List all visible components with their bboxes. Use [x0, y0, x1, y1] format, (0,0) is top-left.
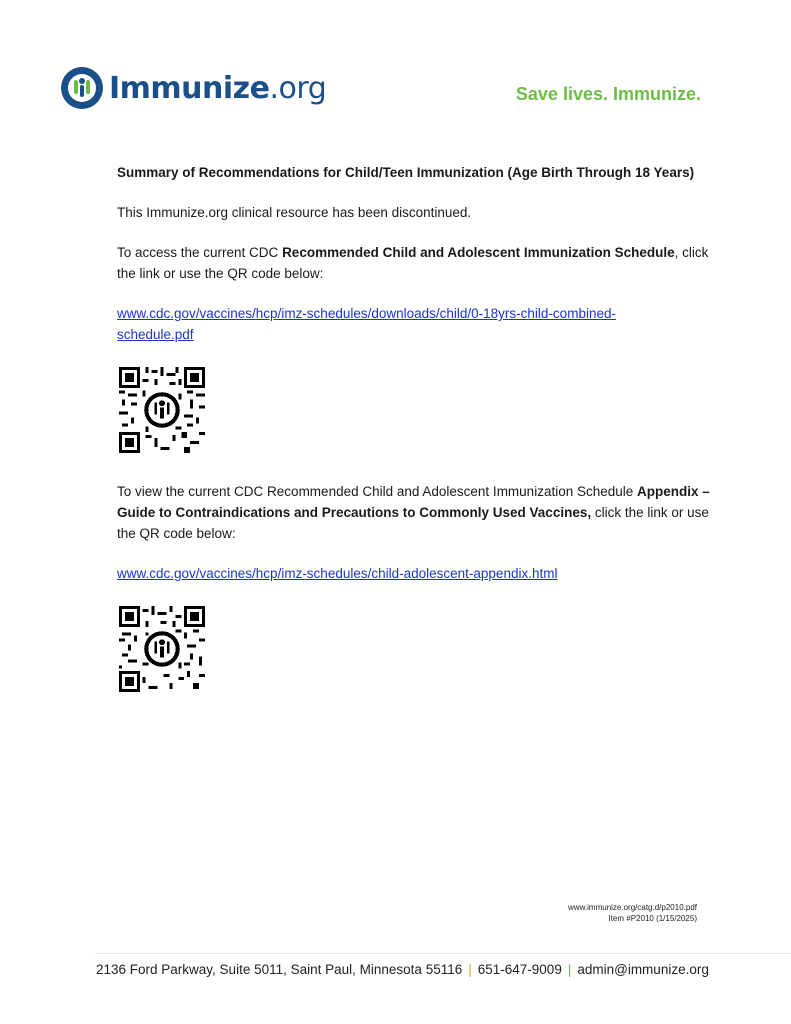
- footer-separator: |: [468, 962, 472, 977]
- item-info: [568, 902, 697, 924]
- qr-code-icon: [119, 606, 205, 692]
- immunize-logo-icon: [60, 66, 104, 110]
- item-url: www.immunize.org/catg.d/p2010.pdf: [568, 903, 697, 912]
- footer-divider: [95, 953, 791, 954]
- document-body: [117, 162, 717, 720]
- immunize-logo: [60, 64, 326, 112]
- footer-email: admin@immunize.org: [577, 962, 709, 977]
- schedule-pdf-link[interactable]: www.cdc.gov/vaccines/hcp/imz-schedules/downloads/child/0-18yrs-child-combined- schedule.pdf: [117, 306, 616, 342]
- appendix-intro: To view the current CDC Recommended Child and Adolescent Immunization Schedule Appendix – Guide to Contraindications and Precautions to Commonly Used Vaccines, click the link or use the QR code below:: [117, 484, 710, 541]
- footer-address: 2136 Ford Parkway, Suite 5011, Saint Paul, Minnesota 55116: [96, 962, 463, 977]
- schedule-intro: To access the current CDC Recommended Child and Adolescent Immunization Schedule, click the link or use the QR code below:: [117, 245, 709, 281]
- appendix-link[interactable]: www.cdc.gov/vaccines/hcp/imz-schedules/child-adolescent-appendix.html: [117, 566, 558, 581]
- discontinued-notice: This Immunize.org clinical resource has been discontinued.: [117, 205, 472, 220]
- footer-phone: 651-647-9009: [477, 962, 562, 977]
- logo-wordmark: Immunize.org: [109, 70, 327, 106]
- document-title: Summary of Recommendations for Child/Teen Immunization (Age Birth Through 18 Years): [117, 165, 695, 180]
- qr-code-icon: [119, 367, 205, 453]
- tagline: Save lives. Immunize.: [515, 84, 701, 104]
- footer-contact: [96, 962, 709, 977]
- footer-separator: |: [567, 962, 572, 977]
- item-number: Item #P2010 (1/15/2025): [608, 914, 697, 923]
